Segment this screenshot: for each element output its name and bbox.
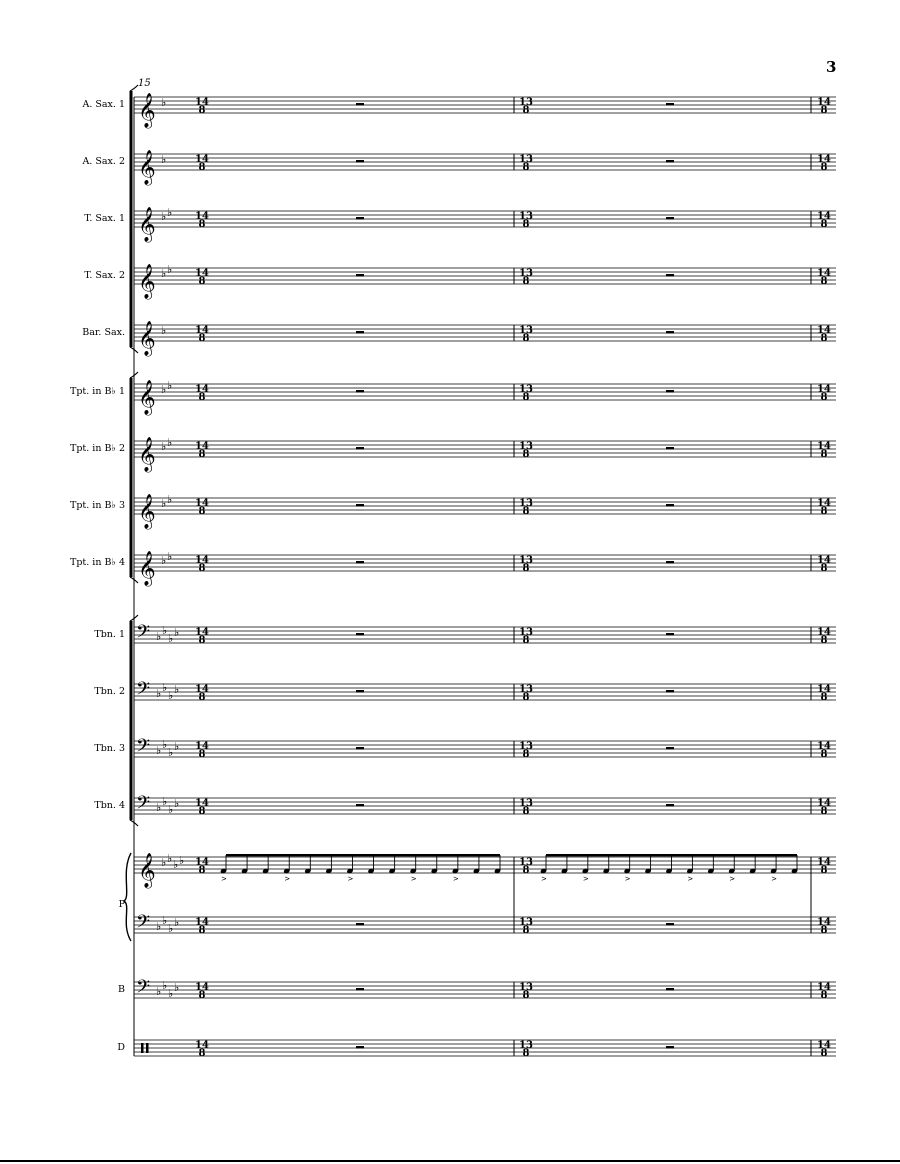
time-signature-top: 13 [519, 441, 533, 452]
treble-clef: 𝄞 [138, 207, 156, 242]
accent-mark: > [729, 875, 736, 883]
time-signature-top: 13 [519, 211, 533, 222]
time-signature-bottom: 8 [198, 806, 206, 817]
time-signature-bottom: 8 [522, 806, 530, 817]
staff-label-tbn3: Tbn. 3 [94, 743, 125, 754]
time-signature-top: 13 [519, 1040, 533, 1051]
time-signature-top: 14 [817, 917, 831, 928]
time-signature-top: 14 [817, 627, 831, 638]
time-signature-bottom: 8 [820, 333, 828, 344]
key-flat: ♭ [156, 687, 162, 700]
key-flat: ♭ [156, 920, 162, 933]
staff-label-tpt2: Tpt. in B♭ 2 [70, 443, 125, 454]
key-flat: ♭ [161, 554, 167, 567]
treble-clef: 𝄞 [138, 437, 156, 472]
time-signature-bottom: 8 [198, 990, 206, 1001]
staff-label-tpt3: Tpt. in B♭ 3 [70, 500, 125, 511]
time-signature-bottom: 8 [522, 276, 530, 287]
key-flat: ♭ [156, 630, 162, 643]
whole-rest [666, 217, 674, 220]
key-flat: ♭ [161, 497, 167, 510]
time-signature-bottom: 8 [198, 219, 206, 230]
key-flat: ♭ [174, 740, 180, 753]
whole-rest [356, 160, 364, 163]
accent-mark: > [624, 875, 631, 883]
time-signature-bottom: 8 [522, 219, 530, 230]
time-signature-bottom: 8 [522, 990, 530, 1001]
time-signature-bottom: 8 [522, 925, 530, 936]
time-signature-top: 14 [195, 498, 209, 509]
whole-rest [356, 690, 364, 693]
time-signature-top: 14 [817, 982, 831, 993]
key-flat: ♭ [162, 795, 168, 808]
key-flat: ♭ [174, 797, 180, 810]
key-flat: ♭ [156, 801, 162, 814]
key-flat: ♭ [179, 854, 185, 867]
time-signature-bottom: 8 [198, 333, 206, 344]
time-signature-bottom: 8 [198, 563, 206, 574]
treble-clef: 𝄞 [138, 93, 156, 128]
time-signature-top: 14 [195, 441, 209, 452]
whole-rest [666, 804, 674, 807]
key-flat: ♭ [156, 744, 162, 757]
treble-clef: 𝄞 [138, 853, 156, 888]
whole-rest [666, 988, 674, 991]
time-signature-bottom: 8 [820, 563, 828, 574]
time-signature-top: 14 [817, 325, 831, 336]
staff-label-drums: D [117, 1042, 125, 1053]
key-flat: ♭ [174, 916, 180, 929]
whole-rest [356, 504, 364, 507]
time-signature-top: 14 [195, 982, 209, 993]
time-signature-top: 14 [817, 684, 831, 695]
whole-rest [356, 561, 364, 564]
time-signature-top: 14 [817, 741, 831, 752]
time-signature-bottom: 8 [198, 1048, 206, 1059]
time-signature-bottom: 8 [522, 392, 530, 403]
bass-clef: 𝄢 [136, 736, 151, 761]
key-flat: ♭ [161, 324, 167, 337]
time-signature-top: 14 [195, 154, 209, 165]
time-signature-bottom: 8 [820, 276, 828, 287]
key-flat: ♭ [174, 626, 180, 639]
accent-mark: > [771, 875, 777, 883]
percussion-clef [141, 1043, 144, 1053]
accent-mark: > [221, 875, 227, 883]
staff-label-tsax1: T. Sax. 1 [84, 213, 125, 224]
time-signature-top: 14 [195, 325, 209, 336]
time-signature-bottom: 8 [820, 506, 828, 517]
whole-rest [666, 274, 674, 277]
staff-label-tsax2: T. Sax. 2 [84, 270, 125, 281]
time-signature-bottom: 8 [198, 506, 206, 517]
time-signature-top: 14 [817, 857, 831, 868]
time-signature-bottom: 8 [820, 635, 828, 646]
whole-rest [666, 447, 674, 450]
time-signature-top: 13 [519, 857, 533, 868]
time-signature-top: 14 [195, 97, 209, 108]
time-signature-top: 14 [195, 384, 209, 395]
time-signature-bottom: 8 [522, 635, 530, 646]
key-flat: ♭ [161, 96, 167, 109]
time-signature-top: 14 [195, 1040, 209, 1051]
time-signature-top: 14 [195, 211, 209, 222]
time-signature-bottom: 8 [198, 162, 206, 173]
treble-clef: 𝄞 [138, 321, 156, 356]
whole-rest [356, 747, 364, 750]
time-signature-bottom: 8 [522, 749, 530, 760]
staff-label-bass: B [118, 984, 125, 995]
key-flat: ♭ [168, 632, 174, 645]
time-signature-top: 14 [195, 684, 209, 695]
treble-clef: 𝄞 [138, 264, 156, 299]
whole-rest [356, 633, 364, 636]
time-signature-top: 14 [195, 798, 209, 809]
accent-mark: > [347, 875, 354, 883]
whole-rest [356, 1046, 364, 1049]
key-flat: ♭ [162, 914, 168, 927]
key-flat: ♭ [168, 689, 174, 702]
time-signature-bottom: 8 [198, 276, 206, 287]
staff-label-tbn4: Tbn. 4 [94, 800, 125, 811]
time-signature-bottom: 8 [522, 1048, 530, 1059]
key-flat: ♭ [162, 979, 168, 992]
time-signature-top: 14 [817, 154, 831, 165]
key-flat: ♭ [161, 856, 167, 869]
key-flat: ♭ [161, 440, 167, 453]
accent-mark: > [687, 875, 694, 883]
key-flat: ♭ [162, 681, 168, 694]
time-signature-bottom: 8 [198, 865, 206, 876]
time-signature-bottom: 8 [198, 925, 206, 936]
time-signature-bottom: 8 [820, 449, 828, 460]
time-signature-bottom: 8 [820, 749, 828, 760]
time-signature-top: 14 [817, 441, 831, 452]
staff-label-barsax: Bar. Sax. [82, 327, 125, 338]
time-signature-top: 13 [519, 97, 533, 108]
page-number: 3 [826, 58, 837, 76]
key-flat: ♭ [167, 206, 173, 219]
key-flat: ♭ [167, 493, 173, 506]
time-signature-bottom: 8 [820, 806, 828, 817]
bracket-hook [130, 85, 138, 91]
whole-rest [666, 923, 674, 926]
time-signature-top: 14 [817, 498, 831, 509]
staff-label-asax2: A. Sax. 2 [82, 156, 125, 167]
measure-number: 15 [138, 78, 151, 89]
whole-rest [666, 747, 674, 750]
key-flat: ♭ [173, 858, 179, 871]
time-signature-top: 14 [195, 268, 209, 279]
time-signature-top: 14 [817, 211, 831, 222]
whole-rest [356, 331, 364, 334]
key-flat: ♭ [168, 746, 174, 759]
key-flat: ♭ [167, 436, 173, 449]
percussion-clef [146, 1043, 149, 1053]
key-flat: ♭ [162, 624, 168, 637]
time-signature-bottom: 8 [198, 692, 206, 703]
key-flat: ♭ [168, 803, 174, 816]
treble-clef: 𝄞 [138, 150, 156, 185]
time-signature-bottom: 8 [820, 925, 828, 936]
time-signature-top: 14 [195, 741, 209, 752]
whole-rest [356, 390, 364, 393]
whole-rest [356, 217, 364, 220]
note-beam [546, 854, 797, 856]
whole-rest [666, 1046, 674, 1049]
time-signature-bottom: 8 [820, 105, 828, 116]
key-flat: ♭ [168, 987, 174, 1000]
time-signature-bottom: 8 [198, 105, 206, 116]
accent-mark: > [284, 875, 291, 883]
bass-clef: 𝄢 [136, 622, 151, 647]
time-signature-top: 13 [519, 498, 533, 509]
time-signature-top: 13 [519, 154, 533, 165]
whole-rest [356, 988, 364, 991]
whole-rest [666, 504, 674, 507]
key-flat: ♭ [174, 981, 180, 994]
time-signature-top: 13 [519, 982, 533, 993]
time-signature-top: 13 [519, 268, 533, 279]
time-signature-top: 14 [817, 798, 831, 809]
whole-rest [666, 633, 674, 636]
bass-clef: 𝄢 [136, 793, 151, 818]
time-signature-bottom: 8 [522, 162, 530, 173]
time-signature-top: 13 [519, 741, 533, 752]
time-signature-bottom: 8 [198, 392, 206, 403]
time-signature-top: 13 [519, 798, 533, 809]
time-signature-bottom: 8 [522, 105, 530, 116]
staff-label-piano: P [118, 899, 125, 910]
time-signature-bottom: 8 [522, 333, 530, 344]
time-signature-bottom: 8 [820, 990, 828, 1001]
key-flat: ♭ [168, 922, 174, 935]
treble-clef: 𝄞 [138, 551, 156, 586]
time-signature-bottom: 8 [820, 1048, 828, 1059]
whole-rest [666, 561, 674, 564]
piano-brace [124, 853, 131, 941]
staff-label-tpt1: Tpt. in B♭ 1 [70, 386, 125, 397]
time-signature-top: 14 [817, 384, 831, 395]
time-signature-top: 14 [817, 1040, 831, 1051]
bass-clef: 𝄢 [136, 679, 151, 704]
time-signature-top: 14 [195, 555, 209, 566]
time-signature-top: 14 [817, 97, 831, 108]
time-signature-bottom: 8 [820, 219, 828, 230]
time-signature-top: 14 [195, 857, 209, 868]
time-signature-top: 13 [519, 325, 533, 336]
key-flat: ♭ [161, 267, 167, 280]
whole-rest [356, 923, 364, 926]
whole-rest [356, 804, 364, 807]
time-signature-bottom: 8 [522, 506, 530, 517]
key-flat: ♭ [174, 683, 180, 696]
bass-clef: 𝄢 [136, 912, 151, 937]
whole-rest [666, 103, 674, 106]
treble-clef: 𝄞 [138, 380, 156, 415]
whole-rest [666, 160, 674, 163]
time-signature-bottom: 8 [522, 692, 530, 703]
time-signature-top: 13 [519, 684, 533, 695]
whole-rest [356, 103, 364, 106]
time-signature-bottom: 8 [198, 449, 206, 460]
time-signature-bottom: 8 [820, 692, 828, 703]
time-signature-top: 13 [519, 384, 533, 395]
key-flat: ♭ [167, 379, 173, 392]
time-signature-top: 14 [817, 268, 831, 279]
time-signature-top: 13 [519, 555, 533, 566]
accent-mark: > [410, 875, 417, 883]
key-flat: ♭ [161, 210, 167, 223]
time-signature-top: 13 [519, 627, 533, 638]
bass-clef: 𝄢 [136, 977, 151, 1002]
whole-rest [356, 447, 364, 450]
staff-label-tbn1: Tbn. 1 [94, 629, 125, 640]
key-flat: ♭ [156, 985, 162, 998]
accent-mark: > [452, 875, 459, 883]
treble-clef: 𝄞 [138, 494, 156, 529]
note-beam [226, 854, 500, 856]
staff-label-tbn2: Tbn. 2 [94, 686, 125, 697]
key-flat: ♭ [167, 550, 173, 563]
staff-label-tpt4: Tpt. in B♭ 4 [70, 557, 125, 568]
time-signature-bottom: 8 [522, 449, 530, 460]
page-bottom-edge [0, 1160, 900, 1162]
key-flat: ♭ [162, 738, 168, 751]
key-flat: ♭ [167, 263, 173, 276]
time-signature-bottom: 8 [820, 392, 828, 403]
time-signature-bottom: 8 [522, 563, 530, 574]
whole-rest [666, 690, 674, 693]
time-signature-top: 13 [519, 917, 533, 928]
time-signature-bottom: 8 [198, 749, 206, 760]
key-flat: ♭ [167, 852, 173, 865]
accent-mark: > [541, 875, 547, 883]
time-signature-top: 14 [817, 555, 831, 566]
key-flat: ♭ [161, 153, 167, 166]
time-signature-bottom: 8 [820, 865, 828, 876]
time-signature-top: 14 [195, 627, 209, 638]
time-signature-top: 14 [195, 917, 209, 928]
whole-rest [666, 331, 674, 334]
whole-rest [666, 390, 674, 393]
whole-rest [356, 274, 364, 277]
time-signature-bottom: 8 [198, 635, 206, 646]
accent-mark: > [582, 875, 589, 883]
time-signature-bottom: 8 [820, 162, 828, 173]
key-flat: ♭ [161, 383, 167, 396]
staff-label-asax1: A. Sax. 1 [82, 99, 125, 110]
time-signature-bottom: 8 [522, 865, 530, 876]
